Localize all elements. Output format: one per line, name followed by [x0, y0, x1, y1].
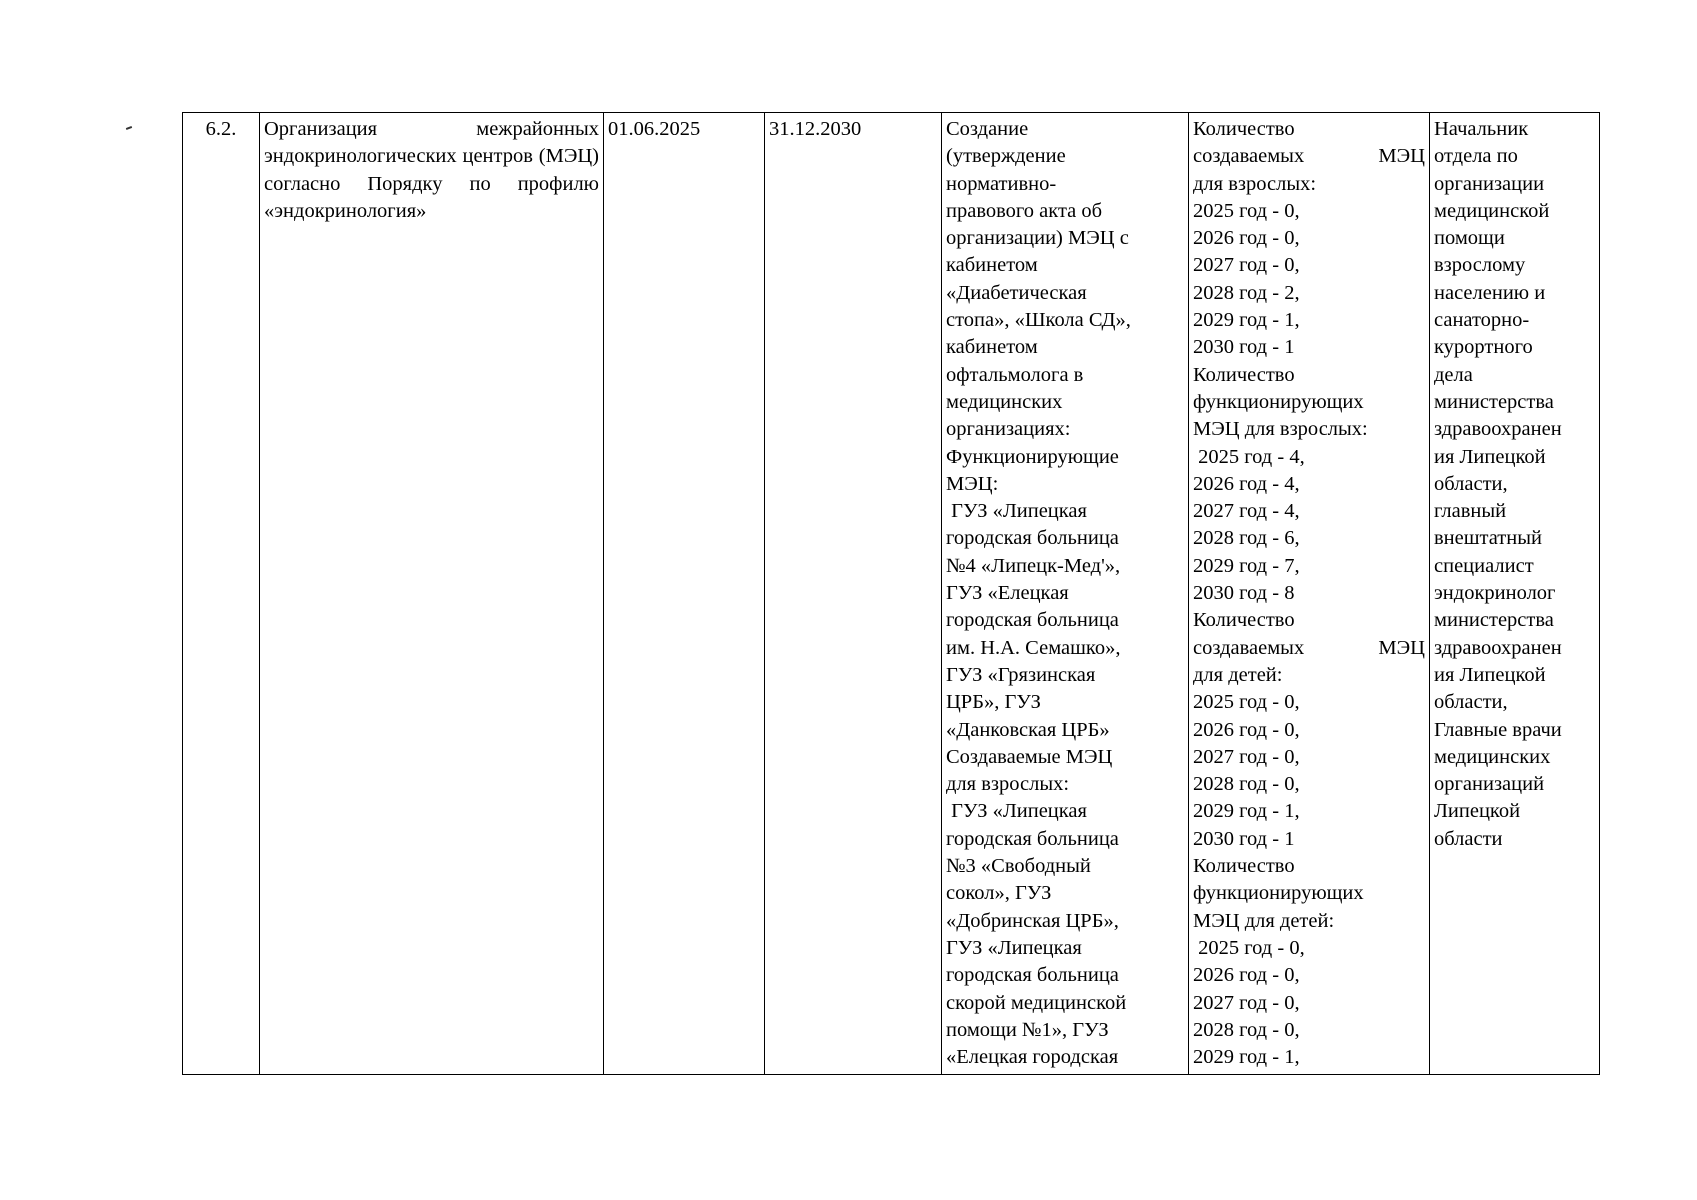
text-line: помощи [1434, 227, 1505, 250]
text-line: сокол», ГУЗ [946, 882, 1052, 905]
text-line: дела [1434, 363, 1473, 386]
text-line: Создание [946, 118, 1029, 140]
text-line: 2027 год - 0, [1193, 991, 1300, 1014]
text-line: правового акта об [946, 199, 1103, 222]
text-line: Количество [1193, 118, 1295, 140]
text-line: 2030 год - 1 [1193, 336, 1295, 359]
text-line: ГУЗ «Грязинская [946, 663, 1096, 686]
text-line: 2028 год - 0, [1193, 1018, 1300, 1041]
text-line: Липецкой [1434, 800, 1521, 823]
text-line: 2026 год - 4, [1193, 472, 1300, 495]
text-line: 2030 год - 8 [1193, 582, 1295, 605]
text-line: ия Липецкой [1434, 445, 1546, 468]
text-line: курортного [1434, 336, 1533, 359]
text-line: санаторно- [1434, 309, 1530, 332]
text-line: внештатный [1434, 527, 1542, 550]
text-line: для взрослых: [946, 773, 1070, 796]
table-row [183, 113, 1600, 1075]
text-line: для взрослых: [1193, 172, 1317, 195]
text-line: здравоохранен [1434, 636, 1562, 659]
text-line: 2029 год - 1, [1193, 309, 1300, 332]
text-line: 2027 год - 0, [1193, 254, 1300, 277]
text-line: 2029 год - 7, [1193, 554, 1300, 577]
text-line: области [1434, 827, 1503, 850]
text-line: функционирующих [1193, 882, 1364, 905]
text-line: ЦРБ», ГУЗ [946, 691, 1041, 714]
scan-mark [126, 126, 132, 130]
text-line: создаваемых МЭЦ [1193, 636, 1425, 659]
text-line: Создаваемые МЭЦ [946, 745, 1113, 768]
text-line: 2026 год - 0, [1193, 718, 1300, 741]
text-line: кабинетом [946, 336, 1038, 359]
text-line: 2027 год - 4, [1193, 500, 1300, 523]
text-line: ГУЗ «Елецкая [946, 582, 1069, 605]
text-line: (утверждение [946, 145, 1066, 168]
text-line: «Елецкая городская [946, 1046, 1119, 1069]
responsible-persons [1430, 113, 1600, 1075]
text-line: министерства [1434, 390, 1554, 413]
text-line: 2030 год - 1 [1193, 827, 1295, 850]
text-line: 2027 год - 0, [1193, 745, 1300, 768]
text-line: городская больница [946, 964, 1119, 987]
text-line: стопа», «Школа СД», [946, 309, 1131, 332]
text-line: населению и [1434, 281, 1546, 304]
indicators [1189, 113, 1430, 1075]
text-line: Количество [1193, 363, 1295, 386]
start-date: 01.06.2025 [604, 113, 765, 1075]
text-line: медицинских [946, 390, 1063, 413]
end-date: 31.12.2030 [765, 113, 942, 1075]
text-line: организаций [1434, 773, 1545, 796]
text-line: 2028 год - 2, [1193, 281, 1300, 304]
text-line: скорой медицинской [946, 991, 1127, 1014]
text-line: 2028 год - 0, [1193, 773, 1300, 796]
text-line: взрослому [1434, 254, 1526, 277]
text-line: ГУЗ «Липецкая [946, 936, 1082, 959]
text-line: Функционирующие [946, 445, 1119, 468]
activity-name: Организация межрайонных эндокринологических центров (МЭЦ) согласно Порядку по профилю «эндокринология» [260, 113, 604, 1075]
activity-description [942, 113, 1189, 1075]
text-line: помощи №1», ГУЗ [946, 1018, 1109, 1041]
text-line: Главные врачи [1434, 718, 1562, 741]
text-line: «Добринская ЦРБ», [946, 909, 1119, 932]
text-line: медицинских [1434, 745, 1551, 768]
text-line: создаваемых МЭЦ [1193, 145, 1425, 168]
plan-table [182, 112, 1600, 1075]
text-line: эндокринолог [1434, 582, 1556, 605]
text-line: им. Н.А. Семашко», [946, 636, 1121, 659]
text-line: №3 «Свободный [946, 855, 1091, 878]
text-line: нормативно- [946, 172, 1057, 195]
text-line: отдела по [1434, 145, 1518, 168]
text-line: министерства [1434, 609, 1554, 632]
text-line: городская больница [946, 527, 1119, 550]
text-line: 2026 год - 0, [1193, 964, 1300, 987]
text-line: здравоохранен [1434, 418, 1562, 441]
text-line: Количество [1193, 609, 1295, 632]
text-line: городская больница [946, 827, 1119, 850]
text-line: городская больница [946, 609, 1119, 632]
text-line: для детей: [1193, 663, 1283, 686]
text-line: 2028 год - 6, [1193, 527, 1300, 550]
text-line: 2025 год - 0, [1193, 936, 1305, 959]
text-line: офтальмолога в [946, 363, 1084, 386]
text-line: кабинетом [946, 254, 1038, 277]
text-line: специалист [1434, 554, 1534, 577]
text-line: 2029 год - 1, [1193, 800, 1300, 823]
text-line: 2029 год - 1, [1193, 1046, 1300, 1069]
text-line: медицинской [1434, 199, 1550, 222]
text-line: функционирующих [1193, 390, 1364, 413]
text-line: 2026 год - 0, [1193, 227, 1300, 250]
text-line: области, [1434, 691, 1508, 714]
text-line: главный [1434, 500, 1507, 523]
row-number: 6.2. [183, 113, 260, 1075]
text-line: 2025 год - 0, [1193, 691, 1300, 714]
text-line: организациях: [946, 418, 1071, 441]
text-line: организации) МЭЦ с [946, 227, 1129, 250]
text-line: МЭЦ: [946, 472, 999, 495]
text-line: области, [1434, 472, 1508, 495]
text-line: ия Липецкой [1434, 663, 1546, 686]
text-line: Количество [1193, 855, 1295, 878]
text-line: Начальник [1434, 118, 1529, 140]
text-line: 2025 год - 0, [1193, 199, 1300, 222]
text-line: «Данковская ЦРБ» [946, 718, 1110, 741]
text-line: 2025 год - 4, [1193, 445, 1305, 468]
text-line: МЭЦ для детей: [1193, 909, 1335, 932]
text-line: «Диабетическая [946, 281, 1087, 304]
text-line: организации [1434, 172, 1545, 195]
text-line: №4 «Липецк-Мед'», [946, 554, 1121, 577]
text-line: ГУЗ «Липецкая [946, 500, 1087, 523]
text-line: МЭЦ для взрослых: [1193, 418, 1368, 441]
text-line: ГУЗ «Липецкая [946, 800, 1087, 823]
